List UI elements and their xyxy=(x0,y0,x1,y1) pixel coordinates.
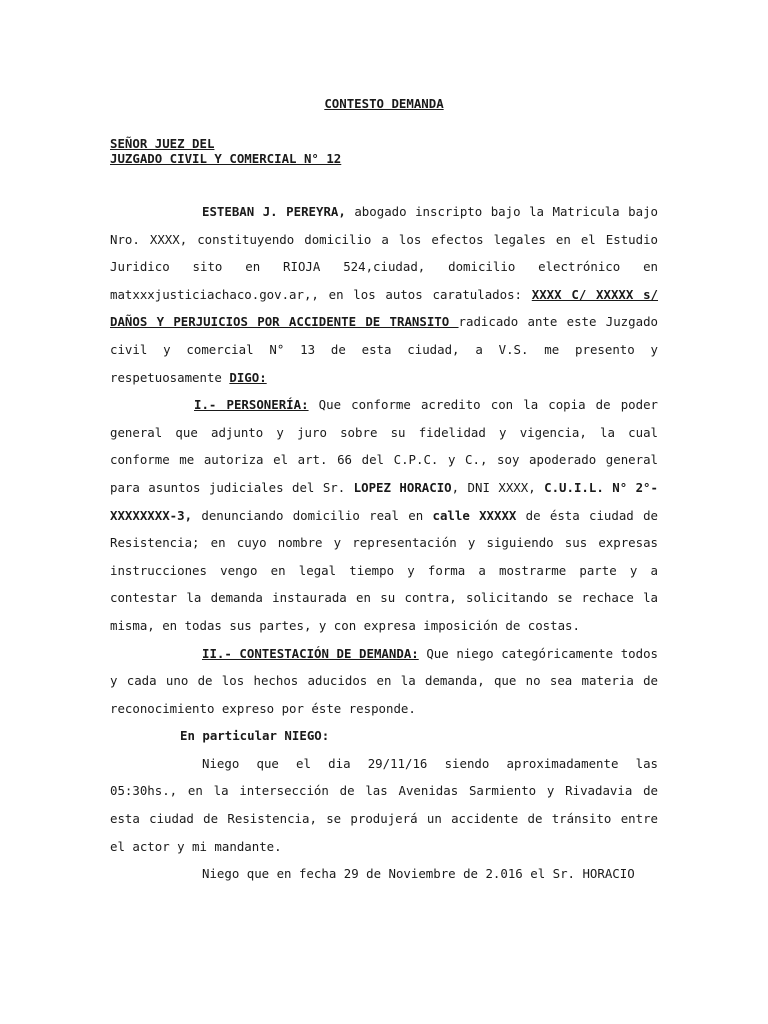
paragraph-personeria xyxy=(110,391,658,639)
paragraph-presentation xyxy=(110,198,658,391)
personeria-heading: I.- PERSONERÍA: xyxy=(194,397,309,413)
client-street: calle XXXXX xyxy=(432,507,517,523)
paragraph-contestacion xyxy=(110,640,658,723)
paragraph-niego-1 xyxy=(110,750,658,860)
niego-2-text: Niego que en fecha 29 de Noviembre de 2.016 el Sr. HORACIO xyxy=(202,866,635,882)
personeria-text-1: Que conforme acredito con la copia de poder general que adjunto y juro sobre su fidelidad y vigencia, la cual conforme me autoriza el art. 66 del C.P.C. y C., soy apoderado general para asuntos judiciales del Sr. xyxy=(110,397,659,495)
niego-1-text: Niego que el dia 29/11/16 siendo aproximadamente las 05:30hs., en la intersección de las Avenidas Sarmiento y Rivadavia de esta ciudad de Resistencia, se produjerá un accidente de tránsito entre el actor y mi mandante. xyxy=(110,755,658,854)
addressee-line-1: SEÑOR JUEZ DEL xyxy=(110,136,215,151)
case-caption: XXXX C/ XXXXX s/ DAÑOS Y PERJUICIOS POR ACCIDENTE DE TRANSITO xyxy=(110,286,659,330)
personeria-text-4: de ésta ciudad de Resistencia; en cuyo nombre y representación y siguiendo sus expresas instrucciones vengo en legal tiempo y forma a mostrarme parte y a contestar la demanda instaurada en su contra, solicitando se rechace la misma, en todas sus partes, y con expresa imposición de costas. xyxy=(110,507,658,633)
personeria-text-2: , DNI XXXX, xyxy=(451,479,545,495)
document-title: CONTESTO DEMANDA xyxy=(324,96,444,111)
contestacion-text: Que niego categóricamente todos y cada uno de los hechos aducidos en la demanda, que no sea materia de reconocimiento expreso por éste responde. xyxy=(110,645,658,716)
niego-heading: En particular NIEGO: xyxy=(180,728,330,744)
digo-label: DIGO: xyxy=(229,369,267,385)
lawyer-name: ESTEBAN J. PEREYRA, xyxy=(202,204,346,219)
addressee-line-2: JUZGADO CIVIL Y COMERCIAL N° 12 xyxy=(110,151,342,166)
paragraph-niego-heading xyxy=(110,722,658,750)
addressee-block xyxy=(110,136,658,166)
personeria-text-3: denunciando domicilio real en xyxy=(192,507,433,523)
contestacion-heading: II.- CONTESTACIÓN DE DEMANDA: xyxy=(202,645,419,661)
client-name: LOPEZ HORACIO xyxy=(353,479,452,495)
presentation-text-1: abogado inscripto bajo la Matricula bajo Nro. XXXX, constituyendo domicilio a los efectos legales en el Estudio Juridico sito en RIOJA 524,ciudad, domicilio electrónico en matxxxjusticiachaco.gov.ar,, en los autos caratulados: xyxy=(110,204,658,302)
presentation-text-2: radicado ante este Juzgado civil y comercial N° 13 de esta ciudad, a V.S. me presento y respetuosamente xyxy=(110,314,658,385)
document-body xyxy=(110,198,658,888)
client-cuil: C.U.I.L. N° 2°-XXXXXXXX-3, xyxy=(110,479,658,523)
paragraph-niego-2 xyxy=(110,860,658,888)
